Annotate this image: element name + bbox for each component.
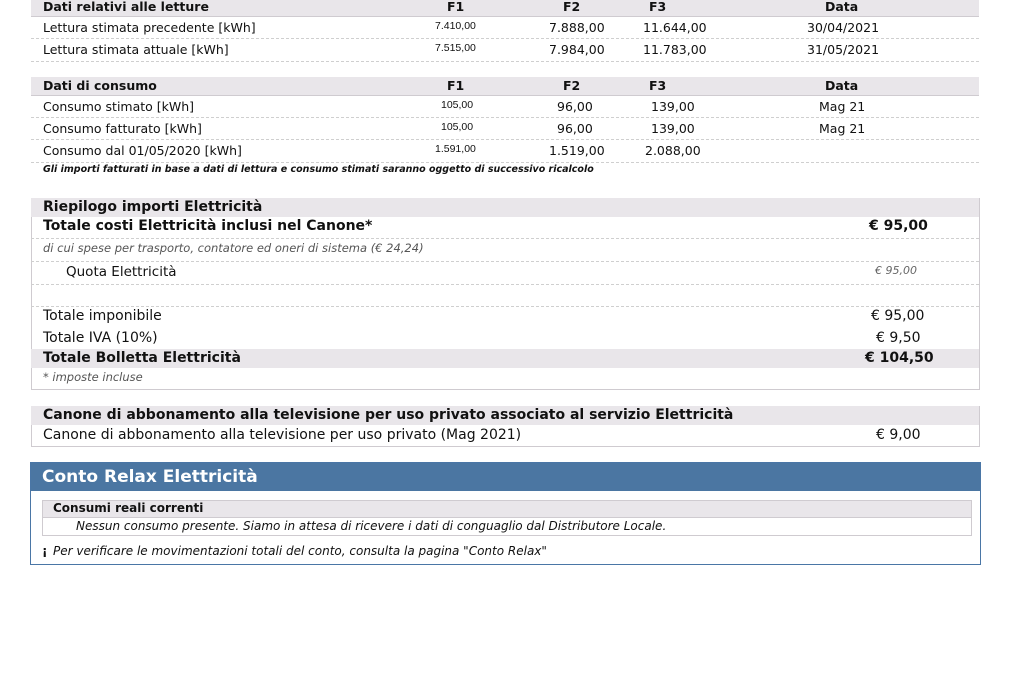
bolletta-row (31, 349, 979, 368)
iva-row (31, 329, 979, 349)
spese-note-row (31, 239, 979, 262)
consumo-header (31, 77, 979, 96)
row-f1: 1.591,00 (435, 143, 476, 155)
table-row (31, 96, 979, 118)
row-f2: 96,00 (557, 121, 593, 136)
row-label: Consumo stimato [kWh] (43, 99, 195, 114)
row-f1: 7.410,00 (435, 20, 476, 32)
riepilogo-header (31, 198, 979, 217)
canone-row-value: € 9,00 (876, 427, 921, 443)
row-f3: 139,00 (651, 99, 695, 114)
table-row (31, 17, 979, 39)
iva-value: € 9,50 (876, 330, 921, 346)
row-f3: 11.644,00 (643, 20, 707, 35)
conto-relax-info: Per verificare le movimentazioni totali del conto, consulta la pagina "Conto Relax" (53, 544, 547, 558)
row-f2: 7.984,00 (549, 42, 605, 57)
spese-note: di cui spese per trasporto, contatore ed oneri di sistema (€ 24,24) (43, 241, 424, 255)
row-f2: 1.519,00 (549, 143, 605, 158)
spacer-row (31, 285, 979, 307)
table-row (31, 39, 979, 62)
canone-title: Canone di abbonamento alla televisione per uso privato associato al servizio Elettricità (43, 407, 734, 423)
canone-header (31, 406, 979, 425)
iva-label: Totale IVA (10%) (43, 330, 158, 346)
row-date: Mag 21 (819, 121, 866, 136)
row-label: Consumo fatturato [kWh] (43, 121, 202, 136)
info-icon: ¡ (42, 544, 48, 558)
letture-header-f3: F3 (649, 0, 667, 14)
letture-header-data: Data (825, 0, 859, 14)
row-f3: 139,00 (651, 121, 695, 136)
consumi-reali-msg: Nessun consumo presente. Siamo in attesa di ricevere i dati di conguaglio dal Distributore Locale. (76, 519, 667, 533)
row-date: 31/05/2021 (807, 42, 880, 57)
imponibile-value: € 95,00 (871, 308, 925, 324)
consumo-header-data: Data (825, 78, 859, 93)
quota-label: Quota Elettricità (66, 264, 177, 280)
letture-header (31, 0, 979, 17)
consumi-reali-box (42, 500, 972, 536)
row-f3: 11.783,00 (643, 42, 707, 57)
imponibile-row (31, 307, 979, 328)
conto-relax-panel (30, 462, 981, 565)
quota-value: € 95,00 (875, 264, 917, 277)
conto-relax-title: Conto Relax Elettricità (31, 463, 980, 491)
table-row (31, 140, 979, 163)
row-date: Mag 21 (819, 99, 866, 114)
consumo-header-f2: F2 (563, 78, 581, 93)
consumo-header-f1: F1 (447, 78, 465, 93)
row-f1: 105,00 (441, 121, 474, 133)
letture-header-f2: F2 (563, 0, 581, 14)
totale-costi-row (31, 217, 979, 239)
row-f3: 2.088,00 (645, 143, 701, 158)
riepilogo-title: Riepilogo importi Elettricità (43, 199, 263, 215)
consumo-header-label: Dati di consumo (43, 78, 157, 93)
quota-row (31, 262, 979, 285)
totale-costi-label: Totale costi Elettricità inclusi nel Canone* (43, 218, 373, 234)
row-f1: 105,00 (441, 99, 474, 111)
row-label: Lettura stimata attuale [kWh] (43, 42, 229, 57)
row-date: 30/04/2021 (807, 20, 880, 35)
letture-header-label: Dati relativi alle letture (43, 0, 209, 14)
consumi-reali-header: Consumi reali correnti (53, 501, 204, 515)
totale-costi-value: € 95,00 (869, 218, 928, 234)
letture-header-f1: F1 (447, 0, 465, 14)
canone-row-label: Canone di abbonamento alla televisione per uso privato (Mag 2021) (43, 427, 522, 443)
bolletta-value: € 104,50 (865, 350, 934, 366)
table-row (31, 118, 979, 140)
consumo-header-f3: F3 (649, 78, 667, 93)
row-label: Lettura stimata precedente [kWh] (43, 20, 256, 35)
row-f2: 7.888,00 (549, 20, 605, 35)
bolletta-label: Totale Bolletta Elettricità (43, 350, 241, 366)
row-f2: 96,00 (557, 99, 593, 114)
row-f1: 7.515,00 (435, 42, 476, 54)
consumo-note: Gli importi fatturati in base a dati di lettura e consumo stimati saranno oggetto di successivo ricalcolo (43, 164, 594, 175)
row-label: Consumo dal 01/05/2020 [kWh] (43, 143, 242, 158)
imponibile-label: Totale imponibile (43, 308, 162, 324)
imposte-note: * imposte incluse (43, 370, 143, 384)
